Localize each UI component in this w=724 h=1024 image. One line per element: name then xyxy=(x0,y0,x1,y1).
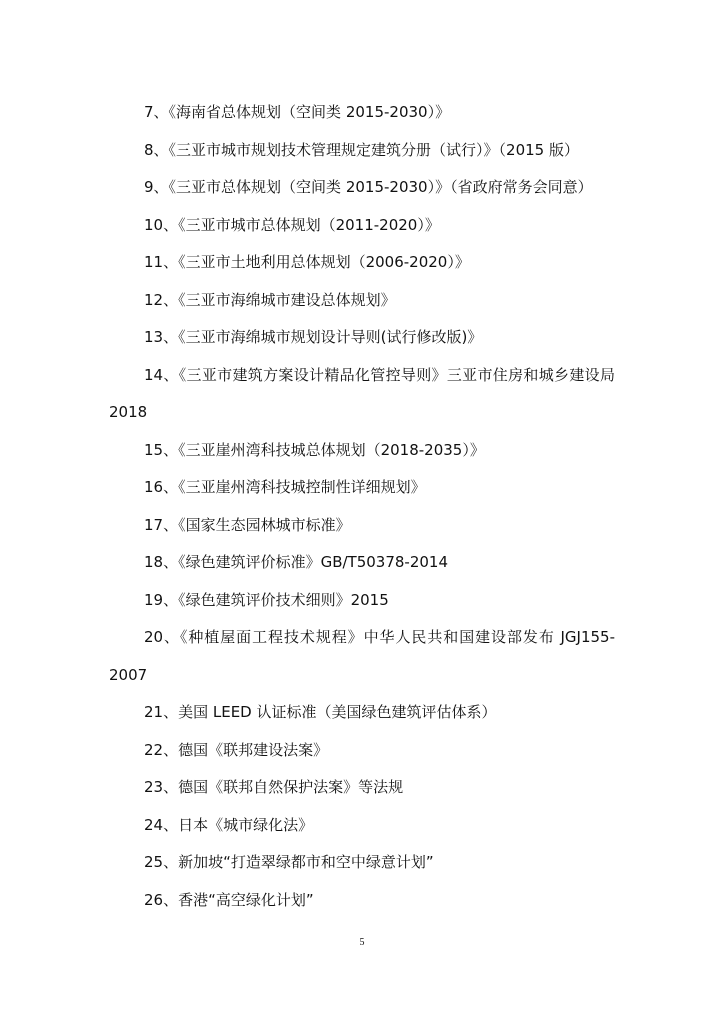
reference-item-23: 23、德国《联邦自然保护法案》等法规 xyxy=(144,778,404,796)
reference-item-11: 11、《三亚市土地利用总体规划（2006-2020）》 xyxy=(144,253,470,271)
reference-item-15: 15、《三亚崖州湾科技城总体规划（2018-2035）》 xyxy=(144,440,485,459)
reference-item-7: 7、《海南省总体规划（空间类 2015-2030）》 xyxy=(144,103,451,121)
reference-item-8: 8、《三亚市城市规划技术管理规定建筑分册（试行）》（2015 版） xyxy=(144,140,579,159)
reference-item-12: 12、《三亚市海绵城市建设总体规划》 xyxy=(144,290,396,309)
reference-item-18: 18、《绿色建筑评价标准》GB/T50378-2014 xyxy=(144,553,449,571)
reference-item-16: 16、《三亚崖州湾科技城控制性详细规划》 xyxy=(144,478,426,496)
reference-item-17: 17、《国家生态园林城市标准》 xyxy=(144,515,351,534)
reference-item-21: 21、美国 LEED 认证标准（美国绿色建筑评估体系） xyxy=(144,703,497,721)
reference-item-13: 13、《三亚市海绵城市规划设计导则(试行修改版)》 xyxy=(144,328,483,346)
reference-item-9: 9、《三亚市总体规划（空间类 2015-2030）》（省政府常务会同意） xyxy=(144,178,593,196)
page-number: 5 xyxy=(359,937,365,948)
reference-item-22: 22、德国《联邦建设法案》 xyxy=(144,740,329,759)
reference-item-14: 14、《三亚市建筑方案设计精品化管控导则》三亚市住房和城乡建设局 2018 xyxy=(109,365,615,421)
reference-item-25: 25、新加坡“打造翠绿都市和空中绿意计划” xyxy=(144,853,434,871)
reference-item-24: 24、日本《城市绿化法》 xyxy=(144,815,314,834)
reference-item-19: 19、《绿色建筑评价技术细则》2015 xyxy=(144,590,389,609)
reference-item-20: 20、《种植屋面工程技术规程》中华人民共和国建设部发布 JGJ155-2007 xyxy=(109,628,615,684)
reference-item-26: 26、香港“高空绿化计划” xyxy=(144,890,314,909)
reference-item-10: 10、《三亚市城市总体规划（2011-2020）》 xyxy=(144,215,440,234)
reference-list xyxy=(109,94,615,919)
